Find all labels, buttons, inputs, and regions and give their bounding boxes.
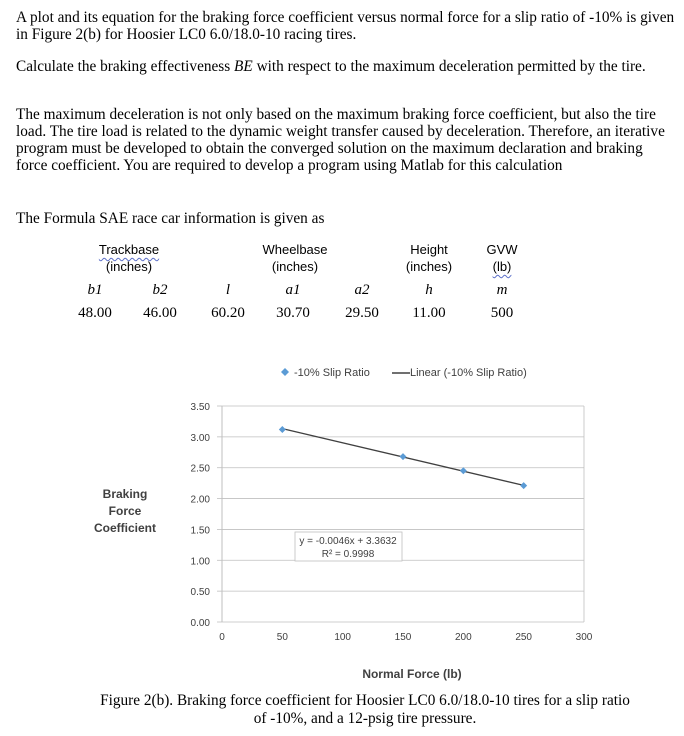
height-label: Height (410, 242, 448, 257)
y-axis-title-line1: Braking (102, 487, 148, 501)
value-b2: 46.00 (143, 305, 177, 321)
wheelbase-unit: (inches) (271, 259, 319, 274)
method-paragraph: The maximum deceleration is not only based on the maximum braking force coefficient, but also the tire load. The tire load is related to the dynamic weight transfer caused by deceleration. Therefore, an iterative program must be developed to obtain the converged solution on the maximum declaration and braking force coefficient. You are required to develop a program using Matlab for this calculation (16, 106, 665, 174)
value-b1: 48.00 (78, 305, 112, 321)
x-tick-labels (219, 632, 593, 643)
x-tick-label-1: 50 (276, 632, 288, 643)
be-symbol: BE (234, 58, 253, 75)
figure-caption: Figure 2(b). Braking force coefficient for Hoosier LC0 6.0/18.0-10 tires for a slip ratio of -10%, and a 12-psig tire pressure. (100, 692, 630, 727)
symbol-a1: a1 (285, 282, 301, 298)
y-axis-title-line2: Force (108, 504, 142, 518)
symbol-b2: b2 (152, 282, 168, 298)
x-tick-label-4: 200 (454, 632, 472, 643)
x-tick-label-6: 300 (575, 632, 593, 643)
legend (281, 367, 527, 379)
symbol-l: l (225, 282, 231, 298)
y-tick-label-3: 1.50 (190, 525, 210, 537)
gvw-unit: (lb) (492, 259, 512, 274)
symbol-m: m (496, 282, 508, 298)
value-h: 11.00 (412, 305, 446, 321)
value-a2: 29.50 (345, 305, 379, 321)
legend-marker (281, 368, 289, 376)
data-point-3 (520, 482, 527, 489)
intro-paragraph: A plot and its equation for the braking force coefficient versus normal force for a slip ratio of -10% is given in Figure 2(b) for Hoosier LC0 6.0/18.0-10 racing tires. (16, 9, 675, 43)
x-tick-label-3: 150 (394, 632, 412, 643)
y-tick-label-5: 2.50 (190, 463, 210, 475)
symbol-h: h (425, 282, 433, 298)
task-text-pre: Calculate the braking effectiveness (16, 58, 235, 75)
x-axis-title: Normal Force (lb) (362, 667, 462, 681)
y-axis-title (94, 487, 156, 535)
value-l: 60.20 (211, 305, 245, 321)
y-tick-label-2: 1.00 (190, 556, 210, 568)
gvw-header (472, 241, 532, 275)
y-tick-label-1: 0.50 (190, 587, 210, 599)
data-point-1 (400, 453, 407, 460)
value-m: 500 (490, 305, 514, 321)
height-header (392, 241, 466, 275)
legend-trend-label: Linear (-10% Slip Ratio) (410, 367, 527, 379)
axes (217, 406, 584, 622)
legend-series-label: -10% Slip Ratio (294, 367, 370, 379)
data-point-2 (460, 467, 467, 474)
trackbase-unit: (inches) (105, 259, 153, 274)
y-tick-label-7: 3.50 (190, 402, 210, 413)
y-tick-label-0: 0.00 (190, 618, 210, 629)
trackbase-header (82, 241, 176, 275)
r-squared: R² = 0.9998 (321, 549, 375, 560)
data-points (279, 426, 527, 489)
symbol-b1: b1 (87, 282, 103, 298)
wheelbase-label: Wheelbase (262, 242, 328, 257)
x-tick-label-5: 250 (515, 632, 533, 643)
trend-equation: y = -0.0046x + 3.3632 (299, 536, 397, 547)
grid (222, 406, 584, 622)
x-tick-label-2: 100 (334, 632, 352, 643)
value-a1: 30.70 (276, 305, 310, 321)
task-text-post: with respect to the maximum deceleration permitted by the tire. (252, 58, 646, 75)
info-paragraph: The Formula SAE race car information is given as (16, 210, 325, 227)
x-tick-label-0: 0 (219, 632, 225, 643)
y-tick-label-4: 2.00 (190, 494, 210, 506)
data-point-0 (279, 426, 286, 433)
y-tick-labels (191, 402, 211, 629)
trackbase-label: Trackbase (98, 242, 160, 257)
gvw-label: GVW (486, 242, 518, 257)
task-paragraph (16, 58, 676, 75)
y-tick-label-6: 3.00 (190, 432, 210, 444)
braking-force-chart (0, 355, 684, 685)
equation-box (295, 532, 402, 561)
y-axis-title-line3: Coefficient (93, 521, 157, 535)
wheelbase-header (248, 241, 342, 275)
height-unit: (inches) (405, 259, 453, 274)
symbol-a2: a2 (354, 282, 370, 298)
